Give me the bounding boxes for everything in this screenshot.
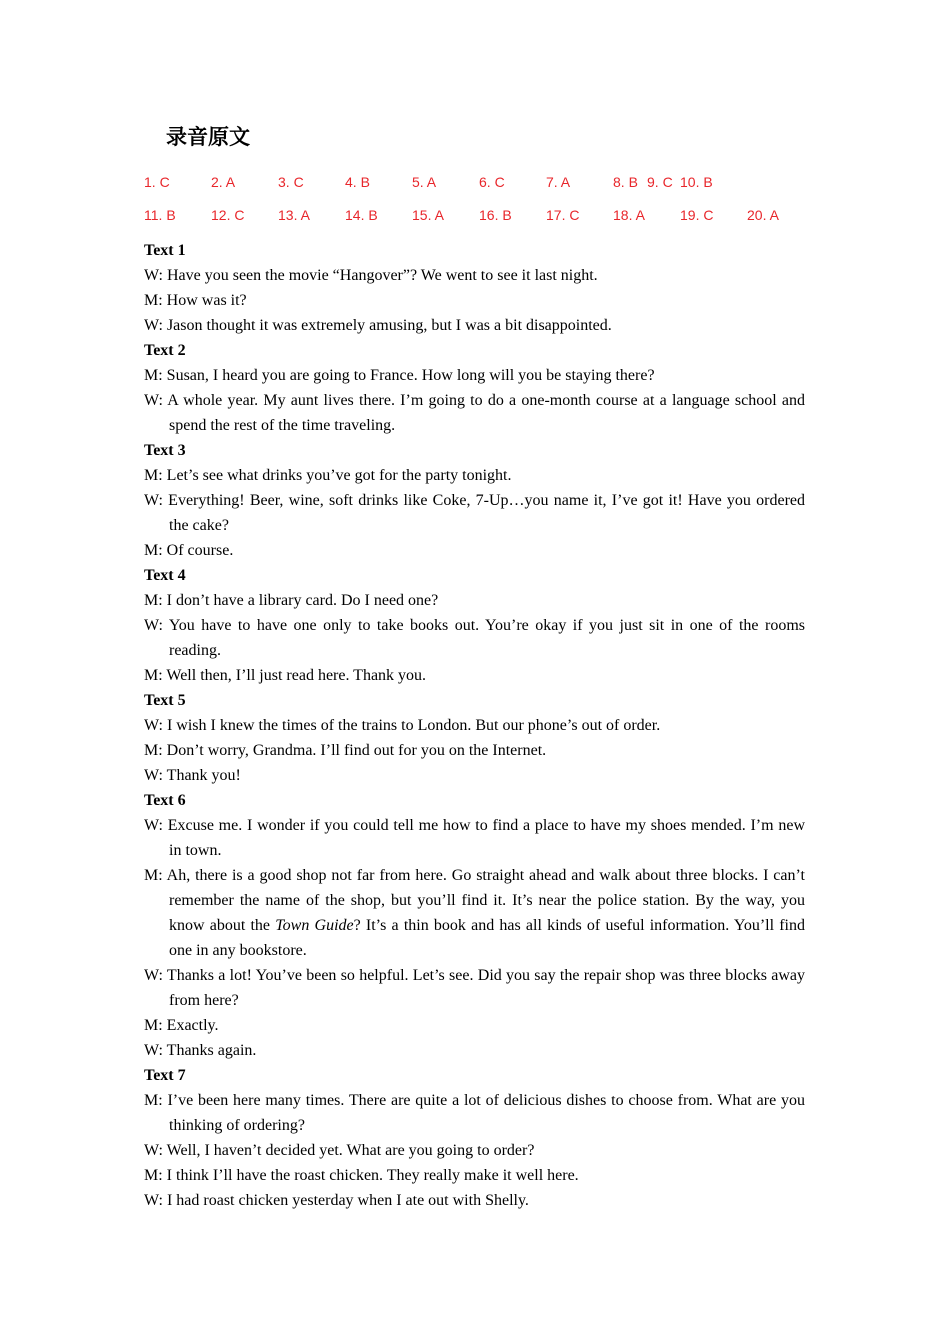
answer-item: 17. C <box>546 207 580 223</box>
transcript <box>144 238 805 1213</box>
answer-item: 12. C <box>211 207 245 223</box>
answer-item: 1. C <box>144 174 170 190</box>
dialogue-line: W: Thanks again. <box>144 1042 257 1059</box>
answer-item: 7. A <box>546 174 571 190</box>
text-heading: Text 5 <box>144 692 186 709</box>
answer-item: 14. B <box>345 207 378 223</box>
text-heading: Text 7 <box>144 1067 186 1084</box>
answer-item: 15. A <box>412 207 444 223</box>
answer-item: 11. B <box>144 207 176 223</box>
dialogue-line <box>144 863 805 963</box>
dialogue-line: M: Susan, I heard you are going to France. How long will you be staying there? <box>144 367 655 384</box>
text-heading: Text 3 <box>144 442 186 459</box>
dialogue-line: W: Have you seen the movie “Hangover”? We went to see it last night. <box>144 267 598 284</box>
dialogue-line: M: I don’t have a library card. Do I need one? <box>144 592 439 609</box>
answer-item: 3. C <box>278 174 304 190</box>
answer-item: 16. B <box>479 207 512 223</box>
text-heading: Text 4 <box>144 567 186 584</box>
text-heading: Text 2 <box>144 342 186 359</box>
dialogue-line: M: Exactly. <box>144 1017 219 1034</box>
dialogue-line: M: How was it? <box>144 292 247 309</box>
page-title: 录音原文 <box>166 125 250 149</box>
dialogue-line: M: Of course. <box>144 542 234 559</box>
answer-item: 8. B <box>613 174 638 190</box>
answer-item: 6. C <box>479 174 505 190</box>
answer-row-2 <box>144 207 844 227</box>
dialogue-line: M: I think I’ll have the roast chicken. They really make it well here. <box>144 1167 579 1184</box>
answer-item: 5. A <box>412 174 437 190</box>
answer-item: 10. B <box>680 174 713 190</box>
dialogue-text: M: Ah, there is a good shop not far from here. Go straight ahead and walk about three blocks. I can’t remember the name of the shop, but you’ll find it. It’s near the police station. By the way, you know about the <box>144 867 805 934</box>
book-title: Town Guide <box>275 917 354 934</box>
answer-item: 4. B <box>345 174 370 190</box>
answer-item: 2. A <box>211 174 236 190</box>
dialogue-text: ? It’s a thin book and has all kinds of useful information. You’ll find one in any bookstore. <box>169 917 805 959</box>
dialogue-line: M: Don’t worry, Grandma. I’ll find out for you on the Internet. <box>144 742 547 759</box>
dialogue-line: W: Jason thought it was extremely amusing, but I was a bit disappointed. <box>144 317 612 334</box>
dialogue-line: W: Well, I haven’t decided yet. What are you going to order? <box>144 1142 535 1159</box>
dialogue-line: W: A whole year. My aunt lives there. I’m going to do a one-month course at a language school and spend the rest of the time traveling. <box>144 392 805 434</box>
text-heading: Text 1 <box>144 242 186 259</box>
dialogue-line: W: Excuse me. I wonder if you could tell me how to find a place to have my shoes mended. I’m new in town. <box>144 817 805 859</box>
dialogue-line: M: Let’s see what drinks you’ve got for the party tonight. <box>144 467 512 484</box>
answer-row-1 <box>144 174 844 194</box>
dialogue-line: M: Well then, I’ll just read here. Thank you. <box>144 667 427 684</box>
answer-item: 13. A <box>278 207 310 223</box>
dialogue-line: W: Everything! Beer, wine, soft drinks like Coke, 7-Up…you name it, I’ve got it! Have you ordered the cake? <box>144 492 805 534</box>
dialogue-line: W: You have to have one only to take books out. You’re okay if you just sit in one of the rooms reading. <box>144 617 805 659</box>
dialogue-line: M: I’ve been here many times. There are quite a lot of delicious dishes to choose from. What are you thinking of ordering? <box>144 1092 805 1134</box>
answer-item: 18. A <box>613 207 645 223</box>
dialogue-line: W: I wish I knew the times of the trains to London. But our phone’s out of order. <box>144 717 661 734</box>
answer-item: 20. A <box>747 207 779 223</box>
dialogue-line: W: Thanks a lot! You’ve been so helpful. Let’s see. Did you say the repair shop was three blocks away from here? <box>144 967 805 1009</box>
answer-item: 19. C <box>680 207 714 223</box>
text-heading: Text 6 <box>144 792 186 809</box>
answer-item: 9. C <box>647 174 673 190</box>
dialogue-line: W: I had roast chicken yesterday when I ate out with Shelly. <box>144 1192 529 1209</box>
dialogue-line: W: Thank you! <box>144 767 241 784</box>
